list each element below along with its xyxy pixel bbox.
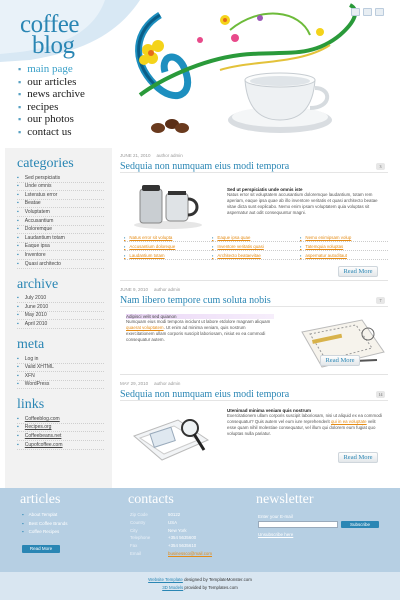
post-link-label: Natus error sit volupta <box>129 234 173 240</box>
post-image-coffee-maker <box>128 179 208 231</box>
footer-articles-list <box>22 511 68 537</box>
categories-heading: categories <box>17 156 74 171</box>
contact-key: Email <box>130 550 141 556</box>
post-link-label: Architecto beataevitae <box>217 252 261 258</box>
post <box>120 380 388 461</box>
category-label: Accusantium <box>24 217 54 224</box>
post-link[interactable] <box>300 234 388 242</box>
contact-value: USA <box>168 519 178 525</box>
nav-item-main-page[interactable] <box>18 63 85 76</box>
header <box>0 0 400 148</box>
bullet-icon: ▪ <box>212 252 214 258</box>
3d-models-link[interactable]: 3D Models <box>162 585 184 590</box>
footer-article-item[interactable] <box>22 511 68 520</box>
link-item[interactable] <box>17 441 104 450</box>
post-link[interactable] <box>212 252 300 260</box>
post-link-label: Inventore veritatis quasi <box>217 243 264 249</box>
contact-row <box>130 511 212 519</box>
post-link[interactable] <box>300 243 388 251</box>
contact-key: Fax <box>130 543 138 549</box>
credit-text: designed by TemplateMonster.com <box>182 577 252 582</box>
bullet-icon: ▪ <box>17 320 19 327</box>
unsubscribe-link[interactable]: Unsubscribe here <box>258 532 294 537</box>
main-nav <box>18 63 85 138</box>
bullet-icon: ▪ <box>17 226 19 233</box>
nav-item-our-articles[interactable] <box>18 76 85 89</box>
link-label: Coffeebeans.net <box>24 433 62 440</box>
excerpt-heading: Adipisci velit sed quianon <box>126 314 274 319</box>
link-label: Recipes.org <box>24 424 52 431</box>
meta-item[interactable] <box>17 381 104 390</box>
post-links <box>124 234 388 260</box>
category-item[interactable] <box>17 260 104 269</box>
post-link[interactable] <box>124 234 212 242</box>
bullet-icon: ▪ <box>17 364 19 371</box>
bullet-icon: ▪ <box>17 372 19 379</box>
footer-read-more-button[interactable]: Read More <box>22 545 60 553</box>
bullet-icon: ▪ <box>17 381 19 388</box>
bullet-icon: ▪ <box>300 252 302 258</box>
excerpt-heading: Utenimad minima veniam quis nostrum <box>227 408 312 413</box>
post-meta <box>120 380 388 388</box>
footer-contacts-heading: contacts <box>128 492 174 507</box>
post-date: JUNE 21, 2010 <box>120 153 151 158</box>
contact-row <box>130 534 212 542</box>
meta-label: Log in <box>24 355 39 362</box>
post-excerpt <box>227 187 385 216</box>
bullet-icon: ▪ <box>18 126 22 137</box>
post-link-label: aspernatur autoditaut <box>305 252 347 258</box>
comment-count-badge[interactable]: 14 <box>376 391 385 398</box>
excerpt-text <box>227 413 385 437</box>
category-label: Lsteratus error <box>24 191 58 198</box>
link-label: Coffeeblog.com <box>24 415 60 422</box>
post <box>120 286 388 364</box>
post-link-label: Nemo enimipsam volup <box>305 234 352 240</box>
rss-icon[interactable] <box>351 8 360 16</box>
read-more-button[interactable]: Read More <box>338 452 378 463</box>
share-icon[interactable] <box>375 8 384 16</box>
links-heading: links <box>17 397 45 413</box>
meta-label: XFN <box>24 372 35 379</box>
bullet-icon: ▪ <box>17 441 19 448</box>
excerpt-text <box>126 319 274 343</box>
contact-row <box>130 542 212 550</box>
archive-item[interactable] <box>17 320 104 329</box>
archive-label: May 2010 <box>24 312 47 319</box>
category-label: Eaque ipsa <box>24 243 50 250</box>
post-title[interactable] <box>120 294 388 307</box>
bullet-icon: ▪ <box>18 89 22 100</box>
meta-list <box>5 355 112 389</box>
footer-contacts-table <box>130 511 212 558</box>
excerpt-part: velit esse quam nihil molestiae consequatur, vel illum qui dolorem eum fugiat quo voluptas nulla pariatur. <box>227 419 376 436</box>
bullet-icon: ▪ <box>17 260 19 267</box>
category-label: Sed perspiciatis <box>24 174 61 181</box>
bullet-icon: ▪ <box>18 114 22 125</box>
nav-item-news-archive[interactable] <box>18 88 85 101</box>
divider <box>120 374 388 375</box>
post-author: author admin <box>154 381 181 386</box>
footer-article-label: Coffee Recipes <box>28 529 60 534</box>
excerpt-text: Natus error sit voluptatem accusantium doloremque laudantium, totam rem aperiam, eaque ipsa quae ab illo inventore veritatis et quasi architecto beatae vitae dicta sunt explicabo. Nemo enim ipsam voluptatem quia voluptas sit aspernatur aut odit consequuntur magni. <box>227 192 378 215</box>
post-link[interactable] <box>300 252 388 260</box>
bullet-icon: ▪ <box>17 312 19 319</box>
nav-label: main page <box>27 63 73 76</box>
site-logo[interactable] <box>20 11 79 59</box>
post-link-label: Eaque ipsa quae <box>217 234 251 240</box>
excerpt-part: Exercitationem ullam corporis suscipit laboriosam, nisi ut aliquid ex ea commodi consequatur? Quis autem vel eum iure reprehenderit <box>227 413 382 424</box>
post-link[interactable] <box>212 234 300 242</box>
archive-label: June 2010 <box>24 303 49 310</box>
post-link[interactable] <box>124 243 212 251</box>
post-title-text: Sedquia non numquam eius modi tempora <box>120 389 290 400</box>
excerpt-part: Numquam eius modi tempora incidunt ut labore etdolore magnam aliquam <box>126 319 271 324</box>
bullet-icon: ▪ <box>17 295 19 302</box>
category-label: Voluptatem <box>24 208 50 215</box>
read-more-button[interactable]: Read More <box>320 355 360 366</box>
website-template-link[interactable]: Website Template <box>148 577 183 582</box>
archive-label: April 2010 <box>24 320 48 327</box>
bullet-icon: ▪ <box>17 243 19 250</box>
nav-label: our photos <box>27 113 74 126</box>
post-title[interactable] <box>120 388 388 401</box>
coffee-cup-illustration <box>100 0 400 148</box>
post-link[interactable] <box>124 252 212 260</box>
nav-label: our articles <box>27 75 77 88</box>
category-label: Unde omnis <box>24 183 52 190</box>
contact-value: New York <box>168 527 187 533</box>
excerpt-link[interactable]: quaerat voluptatem <box>126 325 164 330</box>
contact-value: +354 5635600 <box>168 535 197 541</box>
contact-value: 50122 <box>168 512 181 517</box>
bullet-icon: ▪ <box>300 234 302 240</box>
meta-label: WordPress <box>24 381 50 388</box>
subscribe-button[interactable]: Subscribe <box>341 521 379 528</box>
category-label: Inventore <box>24 251 46 258</box>
footer-article-item[interactable] <box>22 528 68 537</box>
bullet-icon: ▪ <box>212 243 214 249</box>
post-link-label: Laudantium totam <box>129 252 165 258</box>
read-more-button[interactable]: Read More <box>338 266 378 277</box>
bullet-icon: ▪ <box>17 200 19 207</box>
category-label: Beatae <box>24 200 41 207</box>
bullet-icon: ▪ <box>17 251 19 258</box>
archive-list <box>5 295 112 329</box>
post-date: MAY 29, 2010 <box>120 381 149 386</box>
post-author: author admin <box>154 287 181 292</box>
footer-article-label: Best Coffee Brands <box>28 520 68 526</box>
bullet-icon: ▪ <box>18 64 22 75</box>
bullet-icon: ▪ <box>17 234 19 241</box>
newsletter-label: Enter your E-mail <box>258 514 293 519</box>
bullet-icon: ▪ <box>17 424 19 431</box>
nav-item-our-photos[interactable] <box>18 113 85 126</box>
post-meta <box>120 152 388 160</box>
credit-line-2 <box>0 585 400 590</box>
contact-key: Telephone <box>130 535 151 541</box>
bullet-icon: ▪ <box>17 355 19 362</box>
contact-value: +354 5635610 <box>168 543 197 549</box>
bullet-icon: ▪ <box>124 243 126 249</box>
mail-icon[interactable] <box>363 8 372 16</box>
post-date: JUNE 9, 2010 <box>120 287 149 292</box>
comment-count-badge[interactable]: 3 <box>376 163 385 170</box>
bullet-icon: ▪ <box>17 415 19 422</box>
bullet-icon: ▪ <box>17 217 19 224</box>
contact-key: City <box>130 527 138 533</box>
sidebar <box>5 148 112 488</box>
footer-article-label: About Templat <box>28 512 58 517</box>
category-label: Laudantium totam <box>24 234 65 241</box>
archive-label: July 2010 <box>24 295 47 302</box>
post-excerpt <box>126 314 274 343</box>
bullet-icon: ▪ <box>17 174 19 181</box>
newsletter-email-input[interactable] <box>258 521 338 528</box>
contact-key: Zip Code <box>130 512 148 517</box>
bullet-icon: ▪ <box>18 76 22 87</box>
bullet-icon: ▪ <box>124 234 126 240</box>
post-title[interactable] <box>120 160 388 173</box>
bullet-icon: ▪ <box>17 183 19 190</box>
bullet-icon: ▪ <box>22 520 24 526</box>
bullet-icon: ▪ <box>22 512 24 517</box>
credit-line-1 <box>0 577 400 582</box>
post-meta <box>120 286 388 294</box>
contact-email-link[interactable]: businessco@mail.com <box>168 550 212 556</box>
bullet-icon: ▪ <box>17 433 19 440</box>
logo-line-1: coffee <box>20 11 79 38</box>
post-image-documents <box>128 406 214 468</box>
logo-line-2: blog <box>32 32 75 59</box>
post <box>120 152 388 275</box>
post-link-label: Accusantium doloreque <box>129 243 176 249</box>
post-title-text: Nam libero tempore cum soluta nobis <box>120 295 271 306</box>
nav-label: contact us <box>27 125 72 138</box>
category-label: Quasi architecto <box>24 260 61 267</box>
excerpt-link[interactable]: qui in ea voluptate <box>330 419 367 424</box>
top-icons <box>351 8 384 16</box>
post-link[interactable] <box>212 243 300 251</box>
meta-heading: meta <box>17 336 45 352</box>
categories-list <box>5 174 112 269</box>
meta-label: Valid XHTML <box>24 364 54 371</box>
footer-newsletter-heading: newsletter <box>256 492 314 507</box>
excerpt-part: . Ut enim ad minima veniam, quis nostrum exercitationem ullam corporis suscipit laboriosam, nisiut ex ea commodi consequatur autem. <box>126 325 266 342</box>
post-title-text: Sedquia non numquam eius modi tempora <box>120 161 290 172</box>
contact-row <box>130 519 212 527</box>
links-list <box>5 415 112 449</box>
footer-article-item[interactable] <box>22 520 68 529</box>
divider <box>120 280 388 281</box>
bullet-icon: ▪ <box>18 101 22 112</box>
archive-heading: archive <box>17 276 59 292</box>
excerpt-heading: Sed ut perspiciatis unde omnis iste <box>227 187 303 192</box>
post-excerpt <box>227 408 385 437</box>
nav-item-recipes[interactable] <box>18 101 85 114</box>
comment-count-badge[interactable]: 7 <box>376 297 385 304</box>
nav-label: recipes <box>27 100 59 113</box>
bullet-icon: ▪ <box>300 243 302 249</box>
bullet-icon: ▪ <box>17 303 19 310</box>
bullet-icon: ▪ <box>124 252 126 258</box>
bullet-icon: ▪ <box>17 208 19 215</box>
credit-text: provided by Templates.com <box>183 585 238 590</box>
post-link-label: Tatemquia voluptas <box>305 243 344 249</box>
link-label: Cupofcoffee.com <box>24 441 63 448</box>
nav-label: news archive <box>27 88 85 101</box>
category-label: Doloremque <box>24 226 53 233</box>
bullet-icon: ▪ <box>22 529 24 534</box>
contact-row <box>130 550 212 558</box>
contact-key: Country <box>130 519 146 525</box>
post-author: author admin <box>156 153 183 158</box>
bullet-icon: ▪ <box>17 191 19 198</box>
nav-item-contact-us[interactable] <box>18 126 85 139</box>
bullet-icon: ▪ <box>212 234 214 240</box>
footer-articles-heading: articles <box>20 492 61 507</box>
contact-row <box>130 527 212 535</box>
